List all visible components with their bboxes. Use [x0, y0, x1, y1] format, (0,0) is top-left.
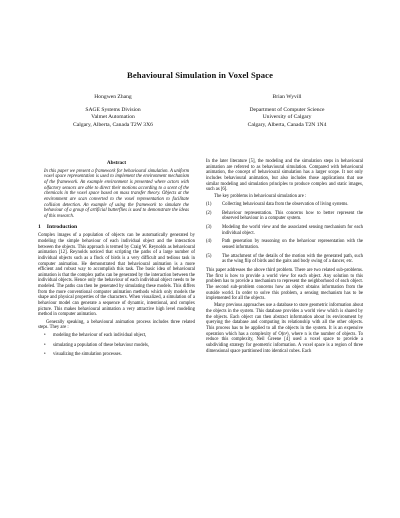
- list-text: Collecting behavioural data from the observation of living systems.: [222, 202, 349, 208]
- right-column: [206, 159, 363, 356]
- paragraph: Generally speaking, a behavioural animation process includes three related steps. They are :: [38, 319, 195, 331]
- abstract-heading: Abstract: [106, 160, 127, 166]
- list-number: (2): [206, 210, 212, 216]
- section-title: Introduction: [46, 223, 78, 230]
- author-affiliation: Department of Computer Science: [249, 107, 325, 114]
- author-block: [38, 94, 362, 164]
- list-number: (3): [206, 225, 212, 231]
- author-name: Brian Wyvill: [272, 94, 302, 100]
- list-text: Behaviour representation. This concerns how to better represent the observed behaviour in a computer system.: [222, 210, 363, 222]
- list-item: [206, 202, 363, 208]
- paragraph: The key problems in behavioural simulation are :: [214, 194, 307, 200]
- list-number: (5): [206, 253, 212, 259]
- section-number: 1: [38, 223, 41, 230]
- list-item: [206, 239, 363, 250]
- author-address: Calgary, Alberta, Canada T2W 3X6: [73, 121, 153, 128]
- numbered-list: [206, 202, 363, 265]
- paragraph: Many previous approaches use a database to store geometric information about the objects in the system. This database provides a world view which is shared by the objects. Each object can then abstract information about its environment by querying the database and computing its relationship with all the other objects. This process has to be applied to all the objects in the system. It is an expensive operation which has a complexity of O(n²), where n is the number of objects. To reduce this complexity, Neil Greene [4] used a voxel space to provide a subdividing strategy for geometric information. A voxel space is a region of three dimensional space partitioned into identical cubes. Each: [206, 303, 363, 354]
- author-name: Hongwen Zhang: [94, 94, 132, 100]
- list-text: Modeling the world view and the associated sensing mechanism for each individual object.: [222, 225, 363, 236]
- paragraph: This paper addresses the above third problem. There are two related sub-problems. The first is how to provide a world view for each object. Any solution to this problem has to provide a mechanism to represent the neighborhood of each object. The second sub-problem concerns how an object obtains information from the outside world. In order to solve this problem, a sensing mechanism has to be implemented for all the objects.: [206, 268, 363, 302]
- bullet-list: [38, 333, 195, 358]
- list-text: The attachment of the details of the motion with the generated path, such as the wing flip of birds and the gaits and body swing of a dancer, etc.: [222, 253, 363, 265]
- paper-title: Behavioural Simulation in Voxel Space: [127, 70, 273, 80]
- list-number: (1): [206, 202, 212, 208]
- list-item: • simulating a population of these behaviour models,: [48, 343, 195, 349]
- author-affiliation: SAGE Systems Division: [85, 107, 141, 114]
- author-2: [212, 94, 362, 129]
- author-affiliation: University of Calgary: [262, 114, 312, 121]
- list-text: Path generation by reasoning on the behaviour representation with the sensed information.: [222, 239, 363, 251]
- author-1: [38, 94, 188, 129]
- list-number: (4): [206, 239, 212, 245]
- abstract-text: In this paper we present a framework for behavioural simulation. A uniform voxel space representation is used to implement the environment mechanism of the framework. An example environment is presented where actors with olfactory sensors are able to direct their motions according to a scent of the chemicals in the voxel space based on mass transfer theory. Objects at the environment are scan converted to the voxel representation to facilitate collision detection. An example of using the framework to simulate the behaviour of a group of artificial butterflies is used to demonstrate the ideas of this research.: [44, 168, 189, 219]
- left-column: [38, 161, 195, 362]
- author-affiliation: Valmet Automation: [91, 114, 135, 121]
- list-item: [206, 225, 363, 236]
- paragraph: In the later literature [5], the modeling and the simulation steps in behavioural animation are referred to as behavioural simulation. Compared with behavioural animation, the concept of behavioural simulation has a larger scope. It not only includes behavioural animation, but also includes those applications that use similar modeling and simulation principles to produce complex and static images, such as [6].: [206, 159, 363, 193]
- list-item: [206, 211, 363, 222]
- list-item: [206, 254, 363, 265]
- list-item: • visualizing the simulation processes.: [48, 352, 195, 358]
- author-address: Calgary, Alberta, Canada T2N 1N4: [247, 121, 327, 128]
- section-heading-introduction: [38, 225, 195, 231]
- paragraph: Complex images of a population of objects can be automatically generated by modeling the simple behaviour of each individual object and the interaction between the objects. This approach is termed by Craig W. Reynolds as behavioural animation [12]. Reynolds noticed that scripting the paths of a large number of individual objects such as a flock of birds is a very difficult and tedious task in computer animation. He demonstrated that behavioural animation is a more efficient and robust way to accomplish this task. The basic idea of behavioural animation is that the complex paths can be generated by the interaction between the individual objects. Hence only the behaviour of each individual object needs to be modeled. The paths can then be generated by simulating these models. This differs from the more conventional computer animation methods which only models the shape and physical properties of the characters. When visualized, a simulation of a behaviour model can generate a sequence of dynamic, intentional, and complex picture. This makes behavioural animation a very attractive high level modeling method in computer animation.: [38, 233, 195, 318]
- list-item: • modeling the behaviour of each individual object,: [48, 333, 195, 339]
